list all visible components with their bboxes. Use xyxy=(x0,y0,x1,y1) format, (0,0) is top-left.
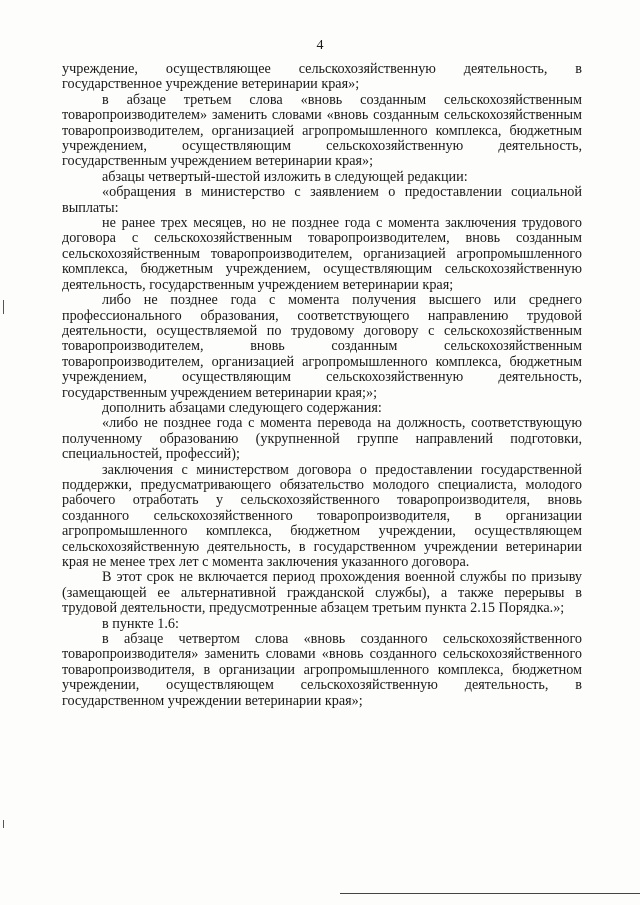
paragraph-10: В этот срок не включается период прохождения военной службы по призыву (замещающей ее альтернативной гражданской службы), а также перерывы в трудовой деятельности, предусмотренные абзацем третьим пункта 2.15 Порядка.»; xyxy=(62,569,582,617)
paragraph-5: не ранее трех месяцев, но не позднее года с момента заключения трудового договора с сельскохозяйственным товаропроизводителем, вновь созданным сельскохозяйственным товаропроизводителем, организацией агропромышленного комплекса, бюджетным учреждением, осуществляющим сельскохозяйственную деятельность, государственным учреждением ветеринарии края; xyxy=(62,215,582,293)
paragraph-7: дополнить абзацами следующего содержания: xyxy=(102,399,382,416)
scan-edge-mark xyxy=(3,300,4,314)
scan-bottom-rule xyxy=(340,893,640,894)
paragraph-8: «либо не позднее года с момента перевода на должность, соответствующую полученному образованию (укрупненной группе направлений подготовки, специальностей, профессий); xyxy=(62,415,582,463)
paragraph-9: заключения с министерством договора о предоставлении государственной поддержки, предусматривающего обязательство молодого специалиста, молодого рабочего отработать у сельскохозяйственного товаропроизводителя, вновь созданного сельскохозяйственного товаропроизводителя, в организации агропромышленного комплекса, бюджетном учреждении, осуществляющем сельскохозяйственную деятельность, в государственном учреждении ветеринарии края не менее трех лет с момента заключения указанного договора. xyxy=(62,461,582,570)
paragraph-1: учреждение, осуществляющее сельскохозяйственную деятельность, в государственное учреждение ветеринарии края»; xyxy=(62,61,582,93)
paragraph-4: «обращения в министерство с заявлением о предоставлении социальной выплаты: xyxy=(62,184,582,216)
paragraph-3: абзацы четвертый-шестой изложить в следующей редакции: xyxy=(102,168,468,185)
paragraph-2: в абзаце третьем слова «вновь созданным сельскохозяйственным товаропроизводителем» заменить словами «вновь созданным сельскохозяйственным товаропроизводителем, организацией агропромышленного комплекса, бюджетным учреждением, осуществляющим сельскохозяйственную деятельность, государственным учреждением ветеринарии края»; xyxy=(62,91,582,170)
paragraph-11: в пункте 1.6: xyxy=(102,615,179,632)
scan-edge-mark xyxy=(3,820,4,828)
document-body xyxy=(62,62,582,709)
paragraph-6: либо не позднее года с момента получения высшего или среднего профессионального образования, соответствующего направлению трудовой деятельности, осуществляемой по трудовому договору с сельскохозяйственным товаропроизводителем, вновь созданным сельскохозяйственным товаропроизводителем, организацией агропромышленного комплекса, бюджетным учреждением, осуществляющим сельскохозяйственную деятельность, государственным учреждением ветеринарии края;»; xyxy=(62,292,582,401)
paragraph-12: в абзаце четвертом слова «вновь созданного сельскохозяйственного товаропроизводителя» заменить словами «вновь созданного сельскохозяйственного товаропроизводителя, в организации агропромышленного комплекса, бюджетном учреждении, осуществляющем сельскохозяйственную деятельность, в государственном учреждении ветеринарии края»; xyxy=(62,631,582,709)
page-number: 4 xyxy=(316,38,324,53)
